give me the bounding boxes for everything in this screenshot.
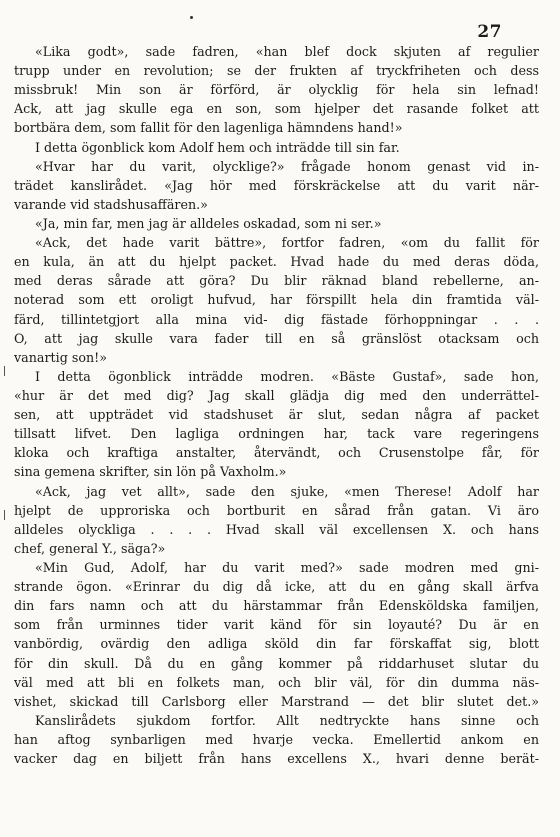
text-line: kloka och kraftiga anstalter, återvändt, och Crusenstolpe får, för bbox=[14, 445, 539, 461]
text-line: väl med att bli en folkets man, och blir väl, för din dumma näs- bbox=[14, 674, 539, 690]
text-line: varande vid stadshusaffären.» bbox=[14, 196, 208, 212]
text-line: «hur är det med dig? Jag skall glädja dig med den underrättel- bbox=[14, 387, 539, 403]
text-line: noterad som ett oroligt hufvud, har förspillt hela din framtida väl- bbox=[14, 292, 539, 308]
text-line: «Hvar har du varit, olycklige?» frågade honom genast vid in- bbox=[35, 158, 539, 174]
text-line: med deras sårade att göra? Du blir räknad bland rebellerne, an- bbox=[14, 273, 539, 289]
text-line: hjelpt de upproriska och bortburit en sårad från gatan. Vi äro bbox=[14, 502, 539, 518]
text-line: bortbära dem, som fallit för den lagenliga hämndens hand!» bbox=[14, 120, 403, 136]
text-line: din fars namn och att du härstammar från Edensköldska familjen, bbox=[14, 598, 539, 614]
text-line: sen, att uppträdet vid stadshuset är slut, sedan några af packet bbox=[14, 407, 539, 423]
text-line: O, att jag skulle vara fader till en så gränslöst otacksam och bbox=[14, 330, 539, 346]
text-line: «Ack, det hade varit bättre», fortfor fadren, «om du fallit för bbox=[35, 235, 539, 251]
text-line: missbruk! Min son är förförd, är olycklig för hela sin lefnad! bbox=[14, 82, 539, 98]
text-line: vanartig son!» bbox=[14, 349, 108, 365]
text-line: färd, tillintetgjort alla mina vid- dig fästade förhoppningar . . . bbox=[14, 311, 539, 327]
print-speck bbox=[190, 16, 193, 19]
body-text bbox=[14, 42, 539, 768]
text-line: I detta ögonblick kom Adolf hem och inträdde till sin far. bbox=[35, 139, 400, 155]
text-line: för din skull. Då du en gång kommer på riddarhuset slutar du bbox=[14, 655, 539, 671]
text-line: «Ack, jag vet allt», sade den sjuke, «men Therese! Adolf har bbox=[35, 483, 539, 499]
text-line: «Min Gud, Adolf, har du varit med?» sade modren med gni- bbox=[35, 559, 539, 575]
text-line: vanbördig, ovärdig den adliga sköld din far förskaffat sig, blott bbox=[14, 636, 539, 652]
margin-mark bbox=[4, 366, 5, 376]
text-line: Kanslirådets sjukdom fortfor. Allt nedtryckte hans sinne och bbox=[35, 712, 539, 728]
text-line: «Lika godt», sade fadren, «han blef dock skjuten af regulier bbox=[35, 44, 539, 59]
margin-mark bbox=[4, 510, 5, 520]
text-line: en kula, än att du hjelpt packet. Hvad hade du med deras döda, bbox=[14, 254, 539, 270]
text-line: vacker dag en biljett från hans excellens X., hvari denne berät- bbox=[14, 751, 539, 767]
text-line: trupp under en revolution; se der frukten af tryckfriheten och dess bbox=[14, 63, 539, 79]
text-line: trädet kanslirådet. «Jag hör med förskräckelse att du varit när- bbox=[14, 177, 539, 193]
page-number: 27 bbox=[477, 22, 502, 42]
text-line: sina gemena skrifter, sin lön på Vaxholm.» bbox=[14, 464, 287, 480]
text-line: som från urminnes tider varit känd för sin loyauté? Du är en bbox=[14, 617, 539, 633]
text-line: I detta ögonblick inträdde modren. «Bäste Gustaf», sade hon, bbox=[35, 368, 539, 384]
text-line: chef, general Y., säga?» bbox=[14, 540, 166, 556]
text-line: alldeles olyckliga . . . . Hvad skall väl excellensen X. och hans bbox=[14, 521, 539, 537]
text-line: han aftog synbarligen med hvarje vecka. Emellertid ankom en bbox=[14, 731, 539, 747]
text-line: tillsatt lifvet. Den lagliga ordningen har, tack vare regeringens bbox=[14, 426, 539, 442]
text-line: Ack, att jag skulle ega en son, som hjelper det rasande folket att bbox=[14, 101, 539, 117]
text-line: strande ögon. «Erinrar du dig då icke, att du en gång skall ärfva bbox=[14, 579, 539, 595]
text-line: «Ja, min far, men jag är alldeles oskadad, som ni ser.» bbox=[35, 215, 382, 231]
text-line: vishet, skickad till Carlsborg eller Marstrand — det blir slutet det.» bbox=[14, 693, 539, 709]
